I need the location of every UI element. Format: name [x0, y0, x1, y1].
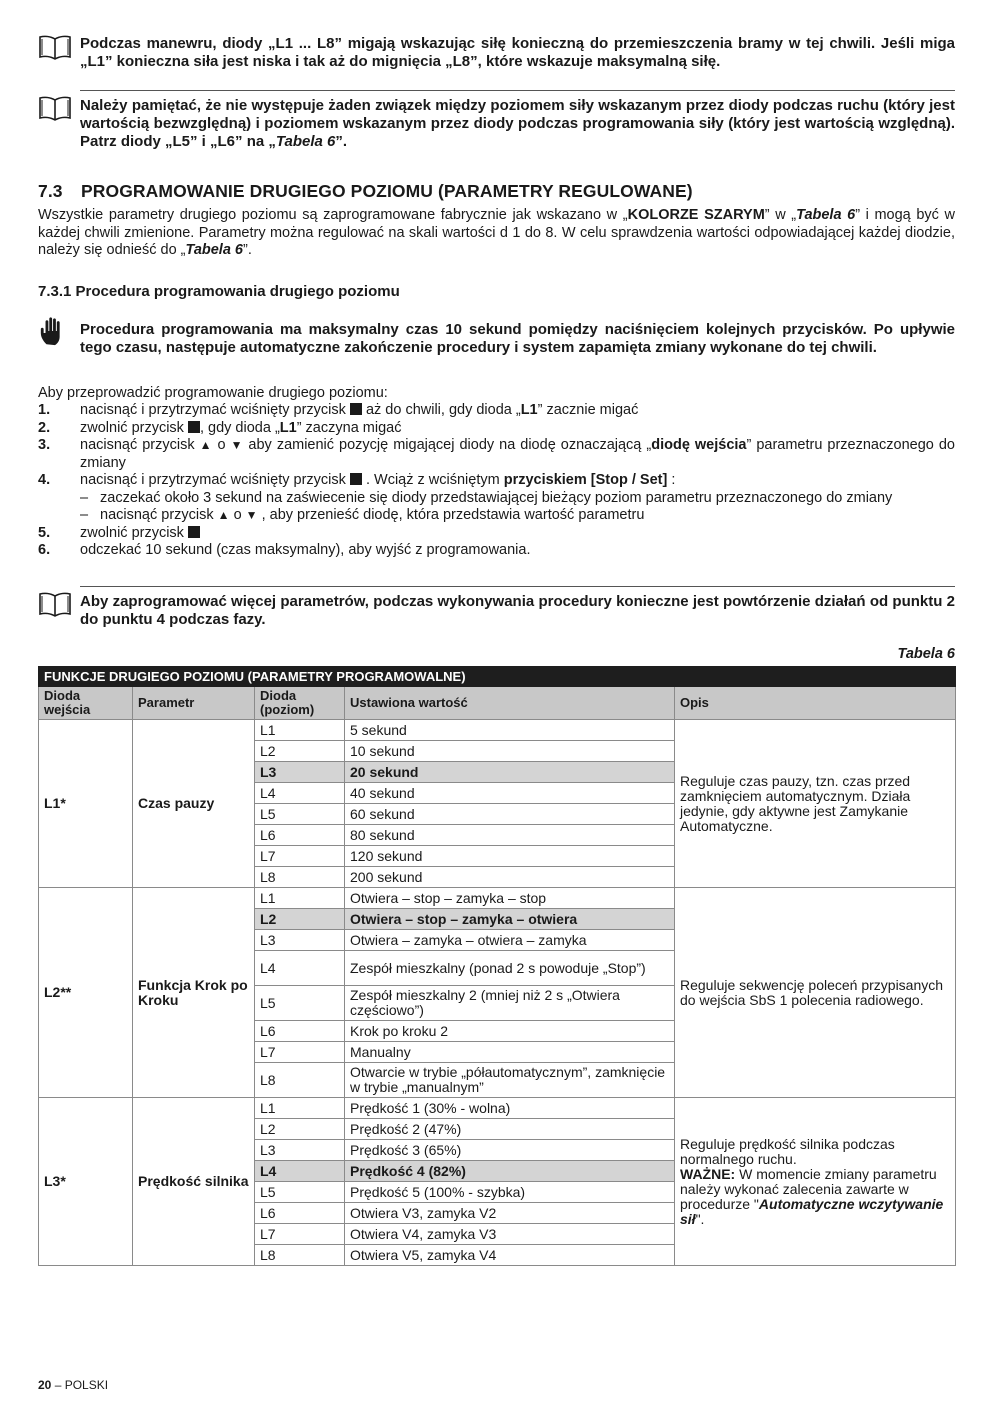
table-row: [39, 888, 956, 909]
step-6: [38, 542, 955, 560]
note-text-part: ”.: [335, 133, 348, 150]
level-led-cell: L1: [255, 1098, 345, 1119]
level-led-cell: L2: [255, 1119, 345, 1140]
level-led-cell: L4: [255, 783, 345, 804]
intro-part: ” w „: [764, 207, 797, 223]
stop-button-icon: [188, 421, 200, 433]
steps-lead: Aby przeprowadzić programowanie drugiego poziomu:: [38, 385, 388, 401]
level-led-cell: L1: [255, 720, 345, 741]
parameter-cell: Funkcja Krok po Kroku: [133, 888, 255, 1098]
hand-stop-icon: [38, 315, 70, 349]
step-text: , aby przenieść diodę, która przedstawia wartość parametru: [257, 507, 645, 523]
step-text: aby zamienić pozycję migającej diody na diodę oznaczającą „: [243, 437, 652, 453]
stop-button-icon: [188, 526, 200, 538]
page-number: 20: [38, 1378, 52, 1392]
value-cell: 10 sekund: [345, 741, 675, 762]
value-cell: Zespół mieszkalny (ponad 2 s powoduje „Stop”): [345, 951, 675, 986]
table-row: [39, 1098, 956, 1119]
step-4-sub-1: [38, 490, 955, 508]
table-reference: Tabela 6: [796, 207, 856, 223]
value-cell: 20 sekund: [345, 762, 675, 783]
value-cell: 5 sekund: [345, 720, 675, 741]
down-arrow-icon: ▼: [245, 508, 258, 522]
step-4-sub-2: [38, 507, 955, 525]
step-text: zwolnić przycisk: [80, 524, 188, 541]
note-text: Podczas manewru, diody „L1 ... L8” migają wskazując siłę konieczną do przemieszczenia bramy w tej chwili. Jeśli miga „L1” konieczna siła jest niska i tak aż do mignięcia „L8”, które wskazuje maksymalną siłę.: [80, 35, 955, 70]
value-cell: Otwiera – stop – zamyka – otwiera: [345, 909, 675, 930]
value-cell: Otwiera V4, zamyka V3: [345, 1224, 675, 1245]
step-3: [38, 437, 955, 472]
parameter-cell: Czas pauzy: [133, 720, 255, 888]
footer-language: POLSKI: [64, 1378, 109, 1392]
intro-part: ”.: [243, 242, 252, 258]
step-number: 5.: [38, 524, 51, 541]
step-text: o: [229, 507, 246, 523]
value-cell: 60 sekund: [345, 804, 675, 825]
parameter-cell: Prędkość silnika: [133, 1098, 255, 1266]
level-led-cell: L3: [255, 1140, 345, 1161]
level-led-cell: L4: [255, 1161, 345, 1182]
level-led-cell: L7: [255, 1042, 345, 1063]
header-value: Ustawiona wartość: [345, 687, 675, 720]
step-text: zwolnić przycisk: [80, 419, 188, 436]
value-cell: Prędkość 4 (82%): [345, 1161, 675, 1182]
procedure-steps: [38, 402, 955, 560]
step-text: aż do chwili, gdy dioda „: [361, 402, 521, 418]
level-led-cell: L2: [255, 909, 345, 930]
note-text: Procedura programowania ma maksymalny czas 10 sekund pomiędzy naciśnięciem kolejnych przycisków. Po upływie tego czasu, następuje automatyczne zakończenie procedury i system zapamięta zmiany wykonane do tej chwili.: [80, 321, 955, 356]
led-label: L1: [279, 419, 297, 436]
level-led-cell: L3: [255, 762, 345, 783]
value-cell: 120 sekund: [345, 846, 675, 867]
section-heading: [38, 181, 693, 202]
step-text: nacisnąć przycisk: [100, 507, 218, 523]
description-cell: Reguluje czas pauzy, tzn. czas przed zamknięciem automatycznym. Działa jedynie, gdy aktywne jest Zamykanie Automatyczne.: [675, 720, 956, 888]
step-text: :: [667, 472, 676, 488]
section-number: 7.3: [38, 181, 63, 201]
description-text: Reguluje prędkość silnika podczas normalnego ruchu.: [680, 1135, 895, 1167]
book-icon: [38, 94, 72, 124]
level-led-cell: L7: [255, 846, 345, 867]
level-led-cell: L5: [255, 986, 345, 1021]
step-text: nacisnąć i przytrzymać wciśnięty przycisk: [80, 402, 350, 418]
description-cell: Reguluje sekwencję poleceń przypisanych do wejścia SbS 1 polecenia radiowego.: [675, 888, 956, 1098]
value-cell: Otwiera V3, zamyka V2: [345, 1203, 675, 1224]
step-text: ” zacznie migać: [537, 402, 639, 418]
note-text-part: Należy pamiętać, że nie występuje żaden związek między poziomem siły wskazanym przez diody podczas ruchu (który jest wartością bezwzględną) i poziomem wskazanym przez diody podczas programowania siły (który jest wartością względną). Patrz diody „L5” i „L6” na „: [80, 97, 955, 150]
level-led-cell: L8: [255, 1245, 345, 1266]
header-input-led: Dioda wejścia: [39, 687, 133, 720]
stop-button-icon: [350, 473, 362, 485]
description-text: W momencie zmiany parametru należy wykonać zalecenia zawarte w procedurze ": [680, 1165, 937, 1212]
intro-part: ” i mogą być w każdej chwili zmienione. Parametry można regulować na skali wartości d 1 do 8. W celu sprawdzenia wartości odpowiadającej każdej diodzie, należy się odnieść do „: [38, 207, 955, 258]
value-cell: 40 sekund: [345, 783, 675, 804]
dash-bullet: –: [80, 489, 89, 506]
level-led-cell: L7: [255, 1224, 345, 1245]
book-icon: [38, 33, 72, 63]
step-1: [38, 402, 955, 420]
led-label: L1: [520, 402, 538, 418]
step-text: nacisnąć przycisk: [80, 437, 200, 453]
table-reference: Tabela 6: [185, 242, 243, 258]
header-level-led: Dioda (poziom): [255, 687, 345, 720]
step-text: nacisnąć i przytrzymać wciśnięty przycisk: [80, 472, 350, 488]
level-led-cell: L4: [255, 951, 345, 986]
step-text: odczekać 10 sekund (czas maksymalny), aby wyjść z programowania.: [80, 542, 531, 558]
value-cell: 80 sekund: [345, 825, 675, 846]
input-led-cell: L3*: [39, 1098, 133, 1266]
section-intro: [38, 207, 955, 260]
value-cell: Prędkość 1 (30% - wolna): [345, 1098, 675, 1119]
step-bold: diodę wejścia: [651, 437, 747, 453]
intro-part: Wszystkie parametry drugiego poziomu są zaprogramowane fabrycznie jak wskazano w „: [38, 207, 628, 223]
step-number: 1.: [38, 402, 51, 418]
table-caption: Tabela 6: [897, 646, 955, 662]
section-title: PROGRAMOWANIE DRUGIEGO POZIOMU (PARAMETRY REGULOWANE): [81, 181, 693, 201]
up-arrow-icon: ▲: [199, 438, 213, 452]
level-led-cell: L8: [255, 1063, 345, 1098]
subsection-heading: 7.3.1 Procedura programowania drugiego poziomu: [38, 283, 400, 300]
divider: [80, 586, 955, 587]
description-text: ".: [695, 1210, 705, 1227]
level-led-cell: L6: [255, 1021, 345, 1042]
level-led-cell: L1: [255, 888, 345, 909]
dash-bullet: –: [80, 507, 89, 523]
header-parameter: Parametr: [133, 687, 255, 720]
step-text: , gdy dioda „: [199, 419, 280, 436]
value-cell: Prędkość 2 (47%): [345, 1119, 675, 1140]
step-text: ” parametru przeznaczonego do zmiany: [80, 437, 955, 471]
value-cell: Prędkość 5 (100% - szybka): [345, 1182, 675, 1203]
footer-separator: –: [51, 1378, 65, 1392]
input-led-cell: L1*: [39, 720, 133, 888]
step-text: ” zaczyna migać: [296, 419, 402, 436]
step-2: [38, 420, 955, 438]
level-led-cell: L5: [255, 1182, 345, 1203]
level-led-cell: L6: [255, 825, 345, 846]
book-icon: [38, 590, 72, 620]
level-led-cell: L8: [255, 867, 345, 888]
step-number: 2.: [38, 419, 51, 436]
value-cell: Otwarcie w trybie „półautomatycznym”, zamknięcie w trybie „manualnym”: [345, 1063, 675, 1098]
table-row: [39, 720, 956, 741]
step-text: o: [212, 437, 231, 453]
level-led-cell: L3: [255, 930, 345, 951]
description-important: WAŻNE:: [680, 1165, 736, 1182]
step-bold: przyciskiem [Stop / Set]: [503, 472, 668, 488]
input-led-cell: L2**: [39, 888, 133, 1098]
step-4: [38, 472, 955, 490]
up-arrow-icon: ▲: [217, 508, 230, 522]
value-cell: Zespół mieszkalny 2 (mniej niż 2 s „Otwiera częściowo”): [345, 986, 675, 1021]
intro-bold: KOLORZE SZARYM: [627, 207, 765, 223]
step-text: . Wciąż z wciśniętym: [361, 472, 504, 488]
step-number: 3.: [38, 437, 51, 453]
header-description: Opis: [675, 687, 956, 720]
down-arrow-icon: ▼: [230, 438, 244, 452]
value-cell: 200 sekund: [345, 867, 675, 888]
table-reference: Tabela 6: [275, 133, 336, 150]
value-cell: Prędkość 3 (65%): [345, 1140, 675, 1161]
table-title: FUNKCJE DRUGIEGO POZIOMU (PARAMETRY PROGRAMOWALNE): [39, 667, 956, 687]
step-number: 6.: [38, 542, 51, 558]
page-footer: [38, 1378, 108, 1392]
note-text: [80, 97, 955, 151]
parameters-table: [38, 666, 956, 1266]
procedure-reference: Automatyczne wczytywanie sił: [680, 1195, 944, 1227]
value-cell: Otwiera – stop – zamyka – stop: [345, 888, 675, 909]
description-cell: [675, 1098, 956, 1266]
value-cell: Manualny: [345, 1042, 675, 1063]
step-5: [38, 525, 955, 543]
level-led-cell: L5: [255, 804, 345, 825]
level-led-cell: L2: [255, 741, 345, 762]
note-text: Aby zaprogramować więcej parametrów, podczas wykonywania procedury konieczne jest powtórzenie działań od punktu 2 do punktu 4 podczas fazy.: [80, 593, 955, 628]
level-led-cell: L6: [255, 1203, 345, 1224]
step-number: 4.: [38, 472, 51, 488]
stop-button-icon: [350, 403, 362, 415]
divider: [80, 90, 955, 91]
value-cell: Otwiera – zamyka – otwiera – zamyka: [345, 930, 675, 951]
value-cell: Krok po kroku 2: [345, 1021, 675, 1042]
step-text: zaczekać około 3 sekund na zaświecenie się diody przedstawiającej bieżący poziom parametru przeznaczonego do zmiany: [100, 489, 893, 506]
value-cell: Otwiera V5, zamyka V4: [345, 1245, 675, 1266]
